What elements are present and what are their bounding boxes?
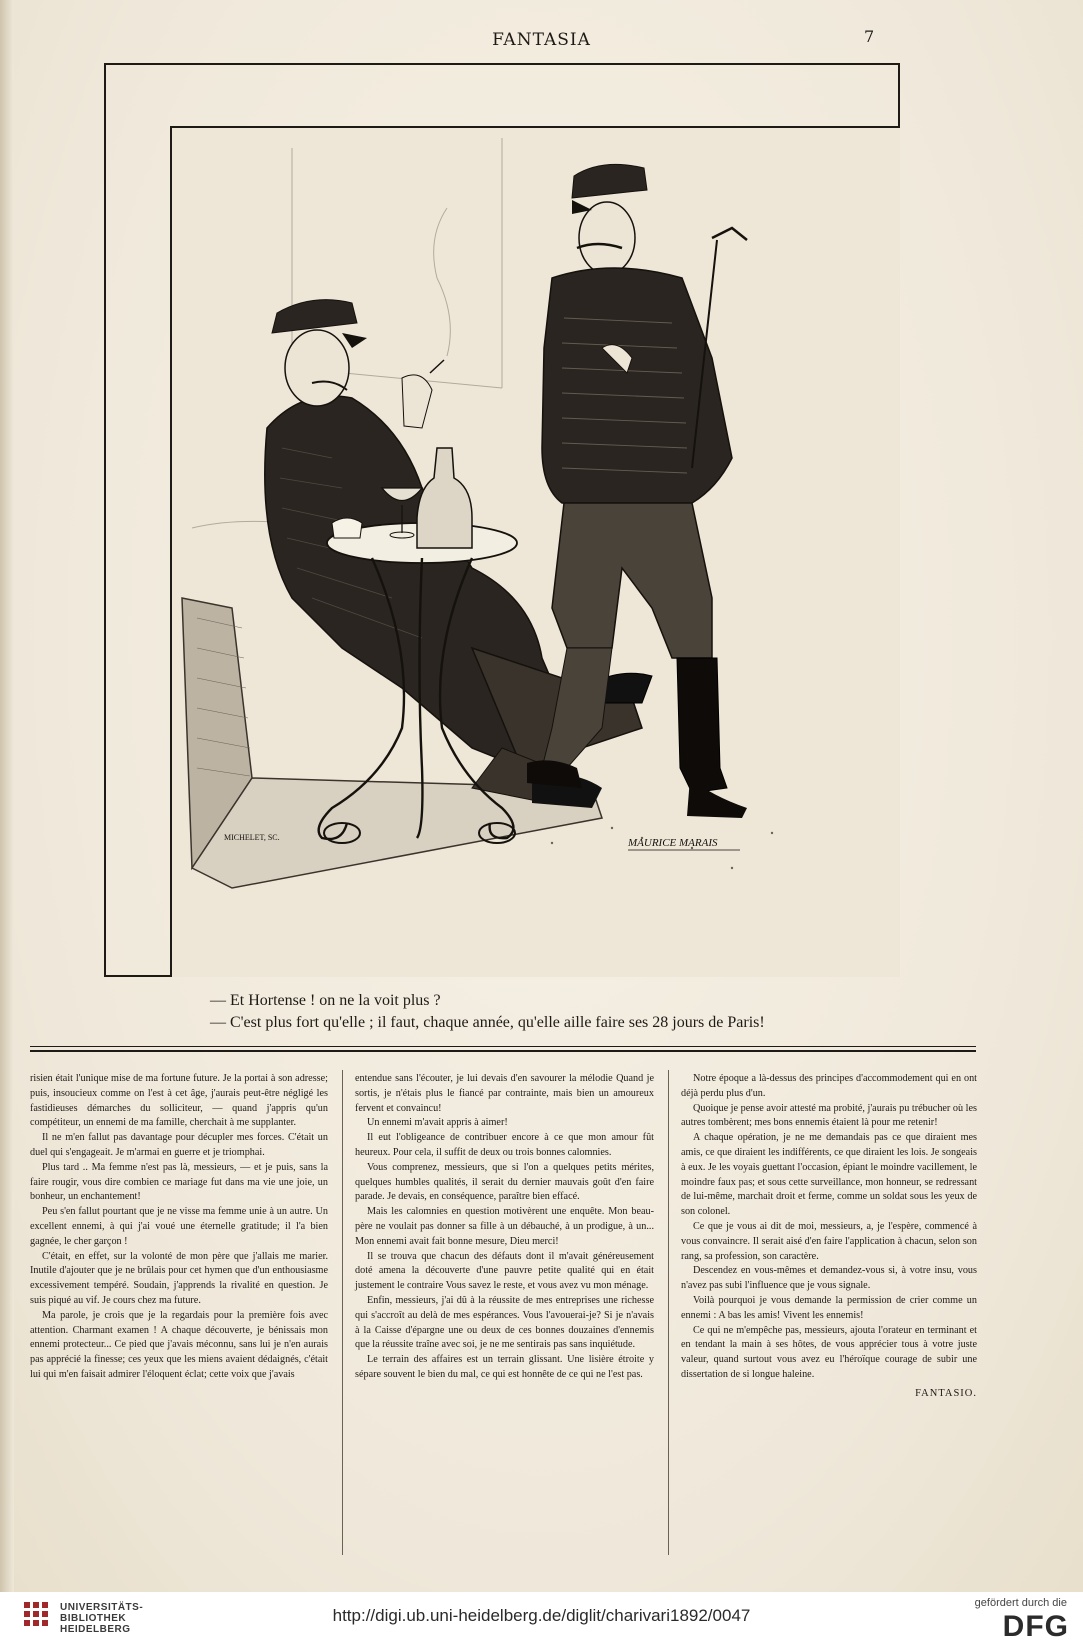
binding-spine xyxy=(0,0,14,1592)
article-paragraph: Il eut l'obligeance de contribuer encore à ce que mon amour fût heureux. Pour cela, il suffit de deux ou trois bonnes calomnies. xyxy=(355,1132,654,1158)
column-divider xyxy=(668,1070,669,1555)
article-paragraph: Il ne m'en fallut pas davantage pour décupler mes forces. C'était un duel qui s'engageait. Je m'armai en guerre et je triomphai. xyxy=(30,1132,328,1158)
column-divider xyxy=(342,1070,343,1555)
article-paragraph: Vous comprenez, messieurs, que si l'on a quelques petits mérites, quelques humbles qualités, il serait du dernier mauvais goût d'en faire parade. Je devais, en conséquence, paraître bien effacé. xyxy=(355,1161,654,1203)
article-paragraph: Enfin, messieurs, j'ai dû à la réussite de mes entreprises une richesse qui s'accroît au delà de mes espérances. Vous l'avouerai-je? Si je n'avais à la Caisse d'épargne une ou deux de ces bonnes douzaines d'ennemis que la réussite traîne avec soi, je ne me sentirais pas sans inquiétude. xyxy=(355,1294,654,1351)
article-paragraph: Le terrain des affaires est un terrain glissant. Une lisière étroite y sépare souvent le bien du mal, ce qui est honnête de ce qui ne l'est pas. xyxy=(355,1354,654,1380)
article-paragraph: C'était, en effet, sur la volonté de mon père que j'allais me marier. Inutile d'ajouter que je ne brûlais pour cet hymen que d'un enthousiasme excessivement tempéré. Soudain, j'apprends la rivalité en question. Je suis piqué au vif. Je cours chez ma future. xyxy=(30,1250,328,1306)
artist-signature: MAURICE MARAIS xyxy=(628,837,718,849)
page-number: 7 xyxy=(864,27,875,46)
source-url-link[interactable]: http://digi.ub.uni-heidelberg.de/diglit/charivari1892/0047 xyxy=(332,1606,751,1625)
article-paragraph: entendue sans l'écouter, je lui devais d'en savourer la mélodie Quand je sortis, je n'étais plus le fiancé par contrainte, mais bien un amoureux fervent et convaincu! xyxy=(355,1073,654,1114)
article-paragraph: Peu s'en fallut pourtant que je ne visse ma femme unie à un autre. Un excellent ennemi, à qui j'ai voué une éternelle gratitude; il l'a bien gagnée, le cher garçon ! xyxy=(30,1206,328,1247)
article-paragraph: risien était l'unique mise de ma fortune future. Je la portai à son adresse; puis, insoucieux comme on l'est à cet âge, j'aurais peut-être négligé les fastidieuses démarches du solliciteur, — quand j'appris qu'un compétiteur, un ennemi de ma famille, cherchait à me supplanter. xyxy=(30,1073,328,1129)
digitization-footer xyxy=(0,1592,1083,1644)
illustration-caption xyxy=(210,990,765,1034)
article-paragraph: Notre époque a là-dessus des principes d'accommodement qui en ont déjà perdu plus d'un. xyxy=(681,1073,977,1099)
article-paragraph: Ma parole, je crois que je la regardais pour la première fois avec attention. Charmant examen ! A chaque découverte, je bénissais mon ennemi protecteur... Ce pied que j'avais méconnu, sans lui je n'en aurais pas apprécié la finesse; ces yeux que les miens avaient dédaignés, c'était lui qui m'en faisait admirer l'éloquent éclat; cette voix que j'avais xyxy=(30,1309,328,1380)
author-signature: FANTASIO. xyxy=(915,1387,977,1399)
funding-note: gefördert durch die xyxy=(974,1597,1067,1609)
article-paragraph: A chaque opération, je ne me demandais pas ce que diraient mes amis, ce que diraient les indifférents, ce que diraient les lois. Je songeais à eux. Je les voyais guettant l'occasion, épiant le moindre vacillement, le moindre faux pas; et sous cette surveillance, mon honneur, se redressant de lui-même, marchait droit et ferme, comme un soldat sous les yeux de son colonel. xyxy=(681,1132,977,1218)
article-paragraph: Quoique je pense avoir attesté ma probité, j'aurais pu trébucher où les autres tombèrent; mes bons ennemis étaient là pour me retenir! xyxy=(681,1102,977,1129)
article-paragraph: Ce que je vous ai dit de moi, messieurs, a, je l'espère, commencé à vous convaincre. Il serait aisé d'en faire l'application à chacun, selon son rang, sa profession, son caractère. xyxy=(681,1220,977,1262)
article-paragraph: Descendez en vous-mêmes et demandez-vous si, à votre insu, vous n'avez pas subi l'influence que je vous signale. xyxy=(681,1265,977,1292)
caption-line: — Et Hortense ! on ne la voit plus ? xyxy=(210,992,441,1009)
article-paragraph: Mais les calomnies en question motivèrent une enquête. Mon beau-père ne voulait pas donner sa fille à un débauché, à un prodigue, à un... Mon ennemi avait fait bonne mesure, Dieu merci! xyxy=(355,1206,654,1247)
library-name-line: HEIDELBERG xyxy=(60,1624,131,1635)
article-column-2 xyxy=(355,1072,654,1383)
section-rule xyxy=(30,1046,976,1047)
dfg-logo: DFG xyxy=(1002,1610,1069,1643)
article-column-3 xyxy=(681,1072,977,1402)
article-paragraph: Plus tard .. Ma femme n'est pas là, messieurs, — et je puis, sans la faire rougir, vous dire combien ce mariage fut dans ma vie une joie, un bonheur, un enchantement! xyxy=(30,1161,328,1203)
running-title: FANTASIA xyxy=(492,30,591,50)
article-column-1 xyxy=(30,1072,328,1383)
illustration-two-soldiers xyxy=(172,128,900,977)
engraver-credit: MICHELET, SC. xyxy=(224,833,280,842)
article-paragraph: Un ennemi m'avait appris à aimer! xyxy=(367,1117,508,1129)
article-paragraph: Il se trouva que chacun des défauts dont il m'avait généreusement doté amena la découverte d'une pauvre petite qualité qui en était justement le contraire Vous savez le reste, et vous avez vu mon ménage. xyxy=(355,1250,654,1292)
library-name-line: BIBLIOTHEK xyxy=(60,1613,127,1624)
caption-line: — C'est plus fort qu'elle ; il faut, chaque année, qu'elle aille faire ses 28 jours de Paris! xyxy=(210,1014,765,1031)
article-paragraph: Voilà pourquoi je vous demande la permission de crier comme un ennemi : A bas les amis! Vivent les ennemis! xyxy=(681,1294,977,1321)
section-rule xyxy=(30,1050,976,1052)
library-name-line: UNIVERSITÄTS- xyxy=(60,1602,144,1613)
article-paragraph: Ce qui ne m'empêche pas, messieurs, ajouta l'orateur en terminant et en tendant la main à ses hôtes, de vous apprécier tous à votre juste valeur, quand surtout vous avez eu l'héroïque courage de subir une dissertation de si longue haleine. xyxy=(681,1324,977,1380)
